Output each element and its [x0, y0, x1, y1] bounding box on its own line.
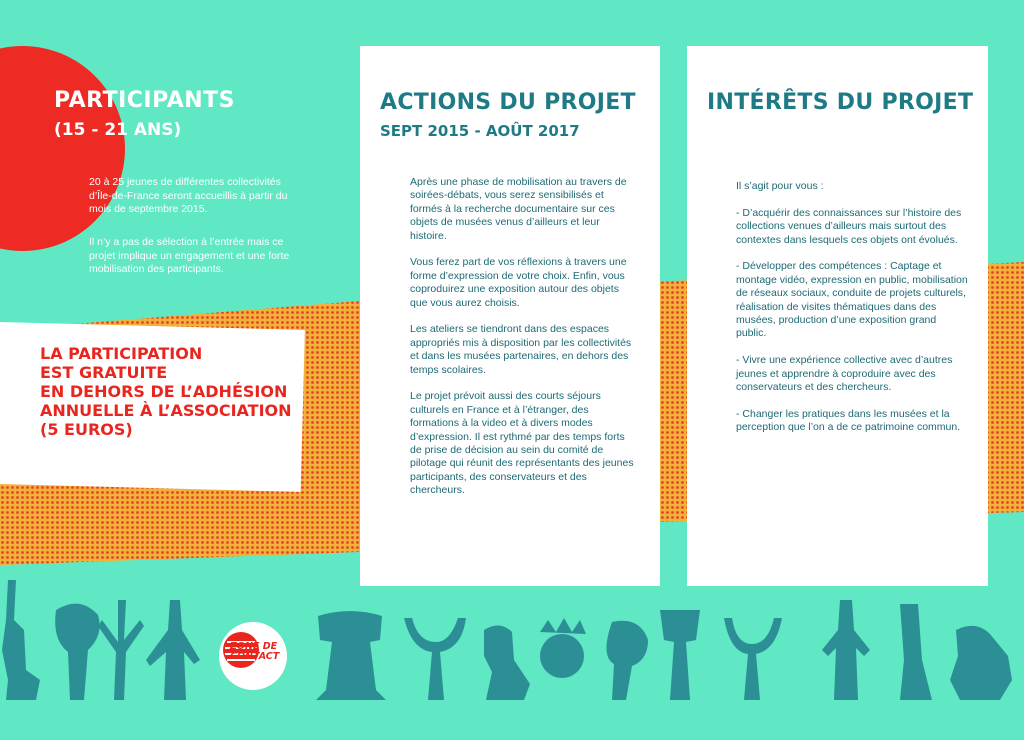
- statue-figure-icon: [2, 580, 40, 700]
- interets-paragraph: - Développer des compétences : Captage et montage vidéo, expression en public, mobilisation de réseaux sociaux, conduite de projets culturels, réalisation de visites thématiques dans des musées, production d’une exposition grand public.: [736, 260, 968, 340]
- participation-line: EST GRATUITE: [40, 363, 168, 382]
- interets-body: [736, 180, 968, 448]
- participants-paragraph-1: 20 à 25 jeunes de différentes collectivités d’Île-de-France seront accueillis à partir du mois de septembre 2015.: [89, 176, 288, 215]
- horn-figure-icon: [724, 618, 782, 700]
- tall-statue-icon: [822, 600, 870, 700]
- logo-line-2: CONTACT: [230, 651, 280, 662]
- stool-figure-icon: [316, 611, 386, 700]
- actions-period: SEPT 2015 - AOÛT 2017: [380, 122, 580, 140]
- interets-paragraph: - Vivre une expérience collective avec d’autres jeunes et apprendre à coproduire avec des conservateurs et des chercheurs.: [736, 354, 953, 394]
- warrior-figure-icon: [146, 600, 200, 700]
- participation-text: [40, 344, 310, 439]
- participants-age-range: (15 - 21 ANS): [54, 120, 182, 140]
- interets-title: INTÉRÊTS DU PROJET: [707, 90, 974, 115]
- actions-paragraph: Après une phase de mobilisation au travers de soirées-débats, vous serez sensibilisés et formés à la recherche documentaire sur ces objets de musées venus d’ailleurs et leur histoire.: [410, 176, 627, 242]
- participation-line: (5 EUROS): [40, 420, 133, 439]
- interets-paragraph: - Changer les pratiques dans les musées et la perception que l’on a de ce patrimoine commun.: [736, 407, 961, 434]
- actions-paragraph: Les ateliers se tiendront dans des espaces appropriés mis à disposition par les collectivités et dans les musées partenaires, en dehors des temps scolaires.: [410, 323, 632, 376]
- actions-paragraph: Le projet prévoit aussi des courts séjours culturels en France et à l’étranger, des formations à la video et à divers modes d’expression. Il est rythmé par des temps forts de prise de décision au sein du comité de pilotage qui réunit des représentants des jeunes participants, des conservateurs et des chercheurs.: [410, 390, 634, 497]
- participation-line: LA PARTICIPATION: [40, 344, 203, 363]
- participants-paragraph-2: Il n’y a pas de sélection à l’entrée mais ce projet implique un engagement et une forte mobilisation des participants.: [89, 236, 290, 275]
- comb-figure-icon: [900, 604, 932, 700]
- mask-figure-icon: [55, 604, 99, 700]
- puppet-figure-icon: [660, 610, 700, 700]
- sun-mask-icon: [540, 618, 586, 678]
- actions-paragraph: Vous ferez part de vos réflexions à travers une forme d’expression de votre choix. Enfin, vous coproduirez une exposition autour des objets que vous aurez choisis.: [410, 256, 627, 309]
- rider-figure-icon: [950, 626, 1012, 700]
- seated-figure-icon: [484, 625, 530, 700]
- interets-paragraph: - D’acquérir des connaissances sur l’histoire des collections venues d’ailleurs mais surtout des contextes dans lesquels ces objets ont évolués.: [736, 206, 962, 246]
- palm-figure-icon: [98, 600, 144, 700]
- interets-paragraph: Il s’agit pour vous :: [736, 180, 824, 192]
- actions-title: ACTIONS DU PROJET: [380, 90, 636, 115]
- actions-body: [410, 176, 635, 511]
- ring-figure-icon: [404, 618, 466, 700]
- participants-title: PARTICIPANTS: [54, 88, 236, 113]
- logo-line-1: ZONE DE: [230, 641, 278, 652]
- head-figure-icon: [606, 621, 648, 700]
- museum-objects-frieze: [0, 560, 1024, 740]
- participation-line: ANNUELLE À L’ASSOCIATION: [40, 401, 292, 420]
- logo-text: [230, 642, 290, 662]
- participation-line: EN DEHORS DE L’ADHÉSION: [40, 382, 288, 401]
